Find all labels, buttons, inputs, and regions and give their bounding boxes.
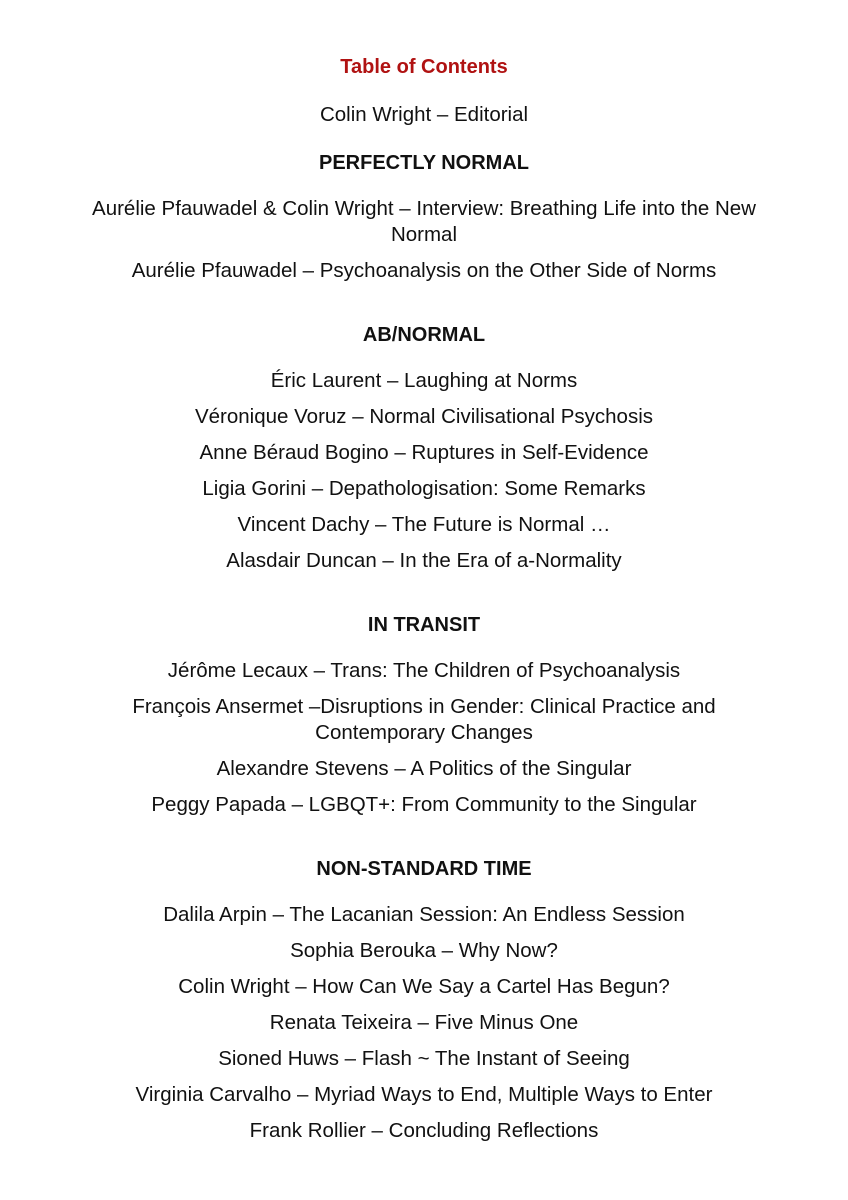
toc-entry: Renata Teixeira – Five Minus One — [269, 1011, 579, 1034]
toc-entry: Sophia Berouka – Why Now? — [290, 939, 558, 962]
section-heading-in-transit: IN TRANSIT — [367, 614, 481, 636]
section-heading-non-standard-time: NON-STANDARD TIME — [316, 858, 532, 880]
section-heading-ab-normal: AB/NORMAL — [362, 324, 486, 346]
toc-entry: Vincent Dachy – The Future is Normal … — [237, 513, 611, 536]
toc-entry: Dalila Arpin – The Lacanian Session: An Endless Session — [163, 903, 685, 926]
toc-entry: Virginia Carvalho – Myriad Ways to End, Multiple Ways to Enter — [135, 1083, 713, 1106]
section-heading-perfectly-normal: PERFECTLY NORMAL — [318, 152, 530, 174]
toc-entry: Jérôme Lecaux – Trans: The Children of Psychoanalysis — [167, 659, 681, 682]
toc-entry: Aurélie Pfauwadel & Colin Wright – Interview: Breathing Life into the New Normal — [92, 197, 756, 246]
toc-entry: Frank Rollier – Concluding Reflections — [249, 1119, 599, 1142]
toc-entry: Colin Wright – How Can We Say a Cartel Has Begun? — [178, 975, 670, 998]
toc-entry: Véronique Voruz – Normal Civilisational Psychosis — [194, 405, 654, 428]
toc-entry: Alasdair Duncan – In the Era of a-Normality — [226, 549, 622, 572]
toc-entry: Aurélie Pfauwadel – Psychoanalysis on the Other Side of Norms — [131, 259, 717, 282]
toc-entry: Alexandre Stevens – A Politics of the Singular — [216, 757, 632, 780]
toc-entry: François Ansermet –Disruptions in Gender: Clinical Practice and Contemporary Changes — [132, 695, 716, 744]
toc-entry: Sioned Huws – Flash ~ The Instant of Seeing — [218, 1047, 630, 1070]
toc-entry: Peggy Papada – LGBQT+: From Community to the Singular — [151, 793, 697, 816]
toc-entry-editorial: Colin Wright – Editorial — [319, 103, 529, 126]
toc-title: Table of Contents — [340, 56, 508, 78]
toc-entry: Éric Laurent – Laughing at Norms — [270, 369, 578, 392]
toc-entry: Anne Béraud Bogino – Ruptures in Self-Evidence — [199, 441, 649, 464]
toc-entry: Ligia Gorini – Depathologisation: Some Remarks — [202, 477, 646, 500]
